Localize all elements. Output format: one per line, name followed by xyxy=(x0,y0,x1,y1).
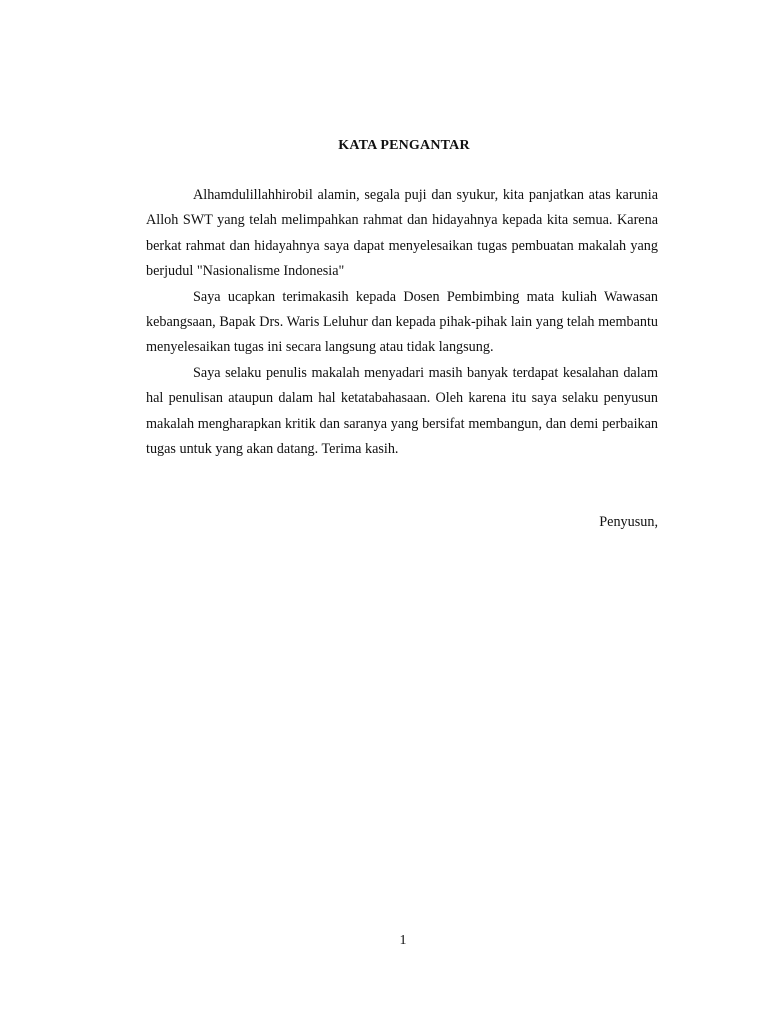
page-title: KATA PENGANTAR xyxy=(338,138,470,153)
paragraph-1: Alhamdulillahhirobil alamin, segala puji dan syukur, kita panjatkan atas karunia Alloh SWT yang telah melimpahkan rahmat dan hidayahnya kepada kita semua. Karena berkat rahmat dan hidayahnya saya dapat menyelesaikan tugas pembuatan makalah yang berjudul "Nasionalisme Indonesia" xyxy=(146,187,658,280)
paragraph-2: Saya ucapkan terimakasih kepada Dosen Pembimbing mata kuliah Wawasan kebangsaan, Bapak Drs. Waris Leluhur dan kepada pihak-pihak lain yang telah membantu menyelesaikan tugas ini secara langsung atau tidak langsung. xyxy=(146,288,658,356)
signature-label: Penyusun, xyxy=(599,514,658,530)
page-number: 1 xyxy=(399,933,407,948)
paragraph-3: Saya selaku penulis makalah menyadari masih banyak terdapat kesalahan dalam hal penulisan ataupun dalam hal ketatabahasaan. Oleh karena itu saya selaku penyusun makalah mengharapkan kritik dan saranya yang bersifat membangun, dan demi perbaikan tugas untuk yang akan datang. Terima kasih. xyxy=(146,364,658,458)
body-text xyxy=(146,183,658,462)
